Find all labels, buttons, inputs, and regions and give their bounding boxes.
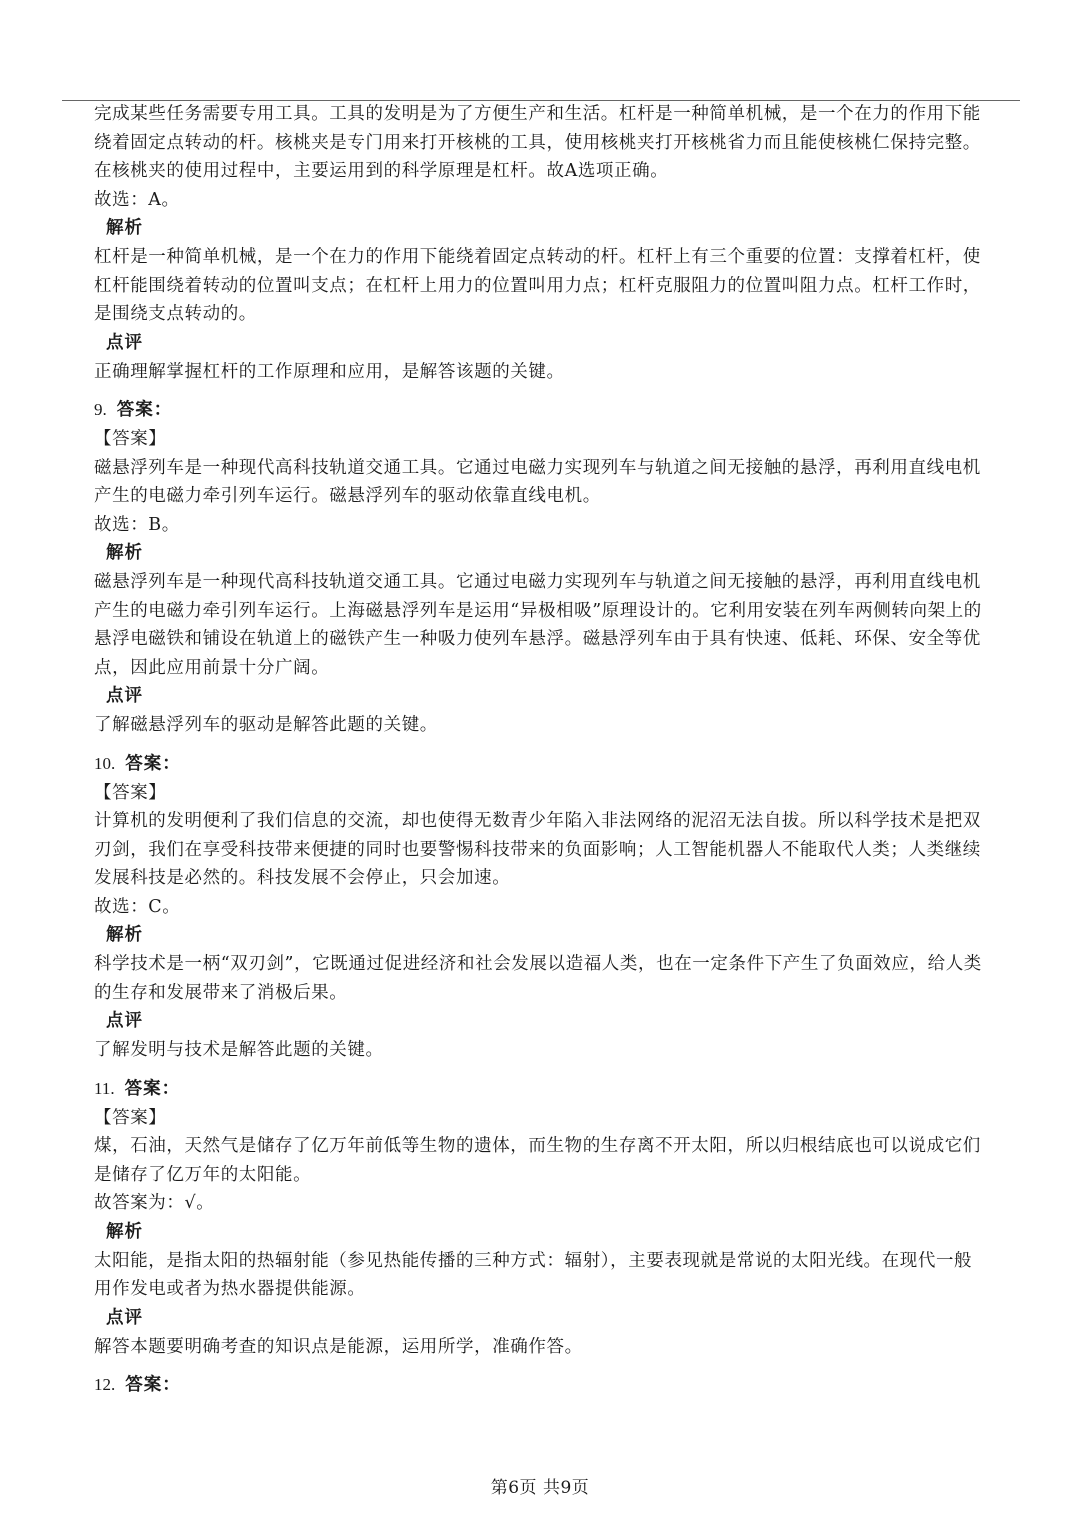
comment-line: 了解发明与技术是解答此题的关键。	[94, 1040, 384, 1060]
comment-heading: 点评	[106, 686, 143, 706]
analysis-line: 的生存和发展带来了消极后果。	[94, 982, 348, 1003]
answer-choice: 故答案为：√。	[94, 1193, 215, 1213]
answer-tag: 【答案】	[94, 429, 167, 449]
answer-line: 计算机的发明便利了我们信息的交流，却也使得无数青少年陷入非法网络的泥沼无法自拔。所以科学技术是把双	[94, 811, 981, 831]
question-label: 答案：	[116, 400, 173, 420]
analysis-line: 悬浮电磁铁和铺设在轨道上的磁铁产生一种吸力使列车悬浮。磁悬浮列车由于具有快速、低耗、环保、安全等优	[94, 629, 981, 649]
answer-line: 在核桃夹的使用过程中，主要运用到的科学原理是杠杆。故A选项正确。	[94, 161, 669, 181]
analysis-line: 是围绕支点转动的。	[94, 304, 257, 324]
page-footer: 第6页 共9页	[490, 1478, 590, 1498]
answer-line: 产生的电磁力牵引列车运行。磁悬浮列车的驱动依靠直线电机。	[94, 486, 601, 506]
comment-heading: 点评	[106, 332, 143, 353]
question-10	[94, 749, 1034, 1065]
question-number: 11.	[94, 1078, 115, 1098]
analysis-line: 产生的电磁力牵引列车运行。上海磁悬浮列车是运用“异极相吸”原理设计的。它利用安装在列车两侧转向架上的	[94, 600, 982, 621]
question-9	[94, 395, 1034, 740]
analysis-heading: 解析	[106, 1221, 143, 1242]
answer-choice: 故选：A。	[94, 189, 180, 210]
analysis-line: 用作发电或者为热水器提供能源。	[94, 1279, 366, 1299]
analysis-line: 杠杆能围绕着转动的位置叫支点；在杠杆上用力的位置叫用力点；杠杆克服阻力的位置叫阻力点。杠杆工作时，	[94, 275, 981, 296]
analysis-heading: 解析	[106, 543, 143, 563]
answer-tag: 【答案】	[94, 782, 167, 803]
comment-line: 解答本题要明确考查的知识点是能源，运用所学，准确作答。	[94, 1336, 583, 1357]
question-number: 12.	[94, 1375, 116, 1394]
answer-tag: 【答案】	[94, 1107, 167, 1128]
answer-line: 磁悬浮列车是一种现代高科技轨道交通工具。它通过电磁力实现列车与轨道之间无接触的悬浮，再利用直线电机	[94, 457, 981, 478]
answer-line: 是储存了亿万年的太阳能。	[94, 1164, 312, 1185]
comment-line: 正确理解掌握杠杆的工作原理和应用，是解答该题的关键。	[94, 361, 565, 382]
comment-heading: 点评	[106, 1011, 143, 1031]
question-number: 9.	[94, 400, 107, 419]
question-title	[94, 1370, 1034, 1400]
question-number: 10.	[94, 753, 116, 773]
question-8-continuation	[94, 100, 1034, 386]
analysis-line: 科学技术是一柄“双刃剑”，它既通过促进经济和社会发展以造福人类，也在一定条件下产生了负面效应，给人类	[94, 954, 982, 974]
analysis-line: 太阳能，是指太阳的热辐射能（参见热能传播的三种方式：辐射），主要表现就是常说的太阳光线。在现代一般	[94, 1250, 973, 1271]
analysis-heading: 解析	[106, 925, 143, 945]
comment-line: 了解磁悬浮列车的驱动是解答此题的关键。	[94, 715, 438, 735]
analysis-line: 点，因此应用前景十分广阔。	[94, 657, 330, 678]
question-12	[94, 1370, 1034, 1400]
answer-line: 刃剑，我们在享受科技带来便捷的同时也要警惕科技带来的负面影响；人工智能机器人不能取代人类；人类继续	[94, 839, 981, 860]
answer-line: 绕着固定点转动的杆。核桃夹是专门用来打开核桃的工具，使用核桃夹打开核桃省力而且能使核桃仁保持完整。	[94, 132, 981, 153]
answer-line: 煤，石油，天然气是储存了亿万年前低等生物的遗体，而生物的生存离不开太阳，所以归根结底也可以说成它们	[94, 1136, 981, 1156]
question-label: 答案：	[125, 1375, 181, 1395]
question-label: 答案：	[125, 753, 181, 774]
question-title	[94, 749, 1034, 779]
question-11	[94, 1074, 1034, 1362]
question-title	[94, 395, 1034, 425]
analysis-heading: 解析	[106, 218, 143, 238]
question-label: 答案：	[124, 1078, 181, 1099]
answer-line: 完成某些任务需要专用工具。工具的发明是为了方便生产和生活。杠杆是一种简单机械，是一个在力的作用下能	[94, 104, 981, 124]
comment-heading: 点评	[106, 1307, 143, 1328]
answer-choice: 故选：C。	[94, 896, 181, 917]
answer-choice: 故选：B。	[94, 514, 180, 535]
analysis-line: 杠杆是一种简单机械，是一个在力的作用下能绕着固定点转动的杆。杠杆上有三个重要的位置：支撑着杠杆，使	[94, 247, 981, 267]
question-title	[94, 1074, 1034, 1104]
page-content	[94, 100, 1034, 1400]
answer-line: 发展科技是必然的。科技发展不会停止，只会加速。	[94, 868, 511, 888]
analysis-line: 磁悬浮列车是一种现代高科技轨道交通工具。它通过电磁力实现列车与轨道之间无接触的悬浮，再利用直线电机	[94, 572, 981, 592]
